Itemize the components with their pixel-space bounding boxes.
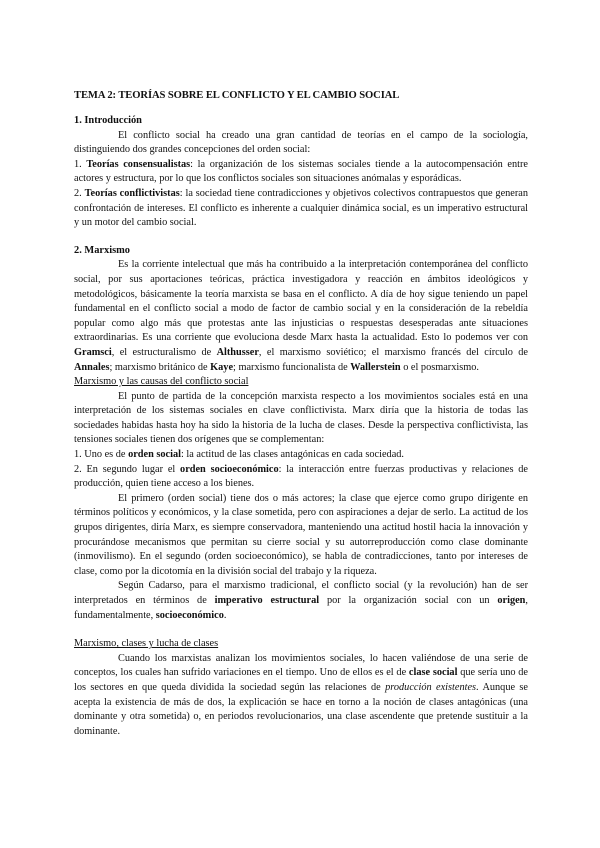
marxismo-paragraph-1: Es la corriente intelectual que más ha contribuido a la interpretación contemporánea del conflicto social, por sus aportaciones teóricas, práctica investigadora y reacción en ámbitos ideológicos y metodológicos, básicamente la teoría marxista se basa en el conflicto. A día de hoy sigue teniendo un papel fundamental en el conflicto social a modo de factor de cambio social y en la consideración de la rebeldía popular como algo más que protestas ante las injusticias o respuestas desesperadas ante situaciones extraordinarias. Es una corriente que evoluciona desde Marx hasta la actualidad. Esto lo podemos ver con Gramsci, el estructuralismo de Althusser, el marxismo soviético; el marxismo francés del círculo de Annales; marxismo británico de Kaye; marxismo funcionalista de Wallerstein o el posmarxismo. [74, 259, 528, 373]
document-title: TEMA 2: TEORÍAS SOBRE EL CONFLICTO Y EL CAMBIO SOCIAL [74, 90, 400, 101]
list-item-conflictivistas: 2. Teorías conflictivistas: la sociedad tiene contradicciones y objetivos colectivos contrapuestos que generan confrontación de intereses. El conflicto es inherente a cualquier dinámica social, es un imperativo estructural y un motor del cambio social. [74, 187, 529, 229]
term-consensualistas: Teorías consensualistas [86, 158, 191, 170]
origin-item-2: 2. En segundo lugar el orden socioeconómico: la interacción entre fuerzas productivas y relaciones de producción, quien tiene acceso a los bienes. [74, 463, 528, 490]
subheading-causas: Marxismo y las causas del conflicto social [74, 376, 249, 388]
marxismo-paragraph-2: El punto de partida de la concepción marxista respecto a los movimientos sociales está en una interpretación de los sistemas sociales en clave conflictivista. Marx diría que la historia de todas las sociedades habidas hasta hoy ha sido la historia de la lucha de clases. Desde la perspectiva conflictivista, las tensiones sociales tienen dos orígenes que se complementan: [74, 390, 528, 446]
term-conflictivistas: Teorías conflictivistas [84, 187, 180, 199]
section-heading-introduccion: 1. Introducción [74, 115, 142, 126]
marxismo-paragraph-4: Según Cadarso, para el marxismo tradicional, el conflicto social (y la revolución) han de ser interpretados en términos de imperativo estructural por la organización social con un origen, fundamentalmente, socioeconómico. [74, 580, 528, 621]
subheading-clases: Marxismo, clases y lucha de clases [74, 638, 219, 650]
origin-item-1: 1. Uno es de orden social: la actitud de las clases antagónicas en cada sociedad. [74, 449, 404, 461]
document-page [74, 90, 528, 739]
marxismo-paragraph-3: El primero (orden social) tiene dos o más actores; la clase que ejerce como grupo dirigente en términos políticos y económicos, y la clase sometida, pero con aspiraciones a dejar de serlo. La actitud de los grupos dirigentes, diría Marx, es siempre conservadora, manteniendo una actitud hostil hacia la innovación y procurándose mecanismos que permitan su cierre social y su autorreproducción como clase dominante (inmovilismo). En el segundo (orden socioeconómico), se habla de contradicciones, tanto por intereses de clase, como por la dicotomía en la división social del trabajo y la riqueza. [74, 492, 528, 577]
list-item-consensualistas: 1. Teorías consensualistas: la organización de los sistemas sociales tiende a la autocompensación entre actores y estructura, por lo que los conflictos sociales son situaciones anómalas y esporádicas. [74, 158, 529, 185]
section-heading-marxismo: 2. Marxismo [74, 244, 130, 256]
intro-paragraph: El conflicto social ha creado una gran cantidad de teorías en el campo de la sociología, distinguiendo dos grandes concepciones del orden social: [74, 129, 528, 156]
marxismo-paragraph-5: Cuando los marxistas analizan los movimientos sociales, lo hacen valiéndose de una serie de conceptos, los cuales han sufrido variaciones en el tiempo. Uno de ellos es el de clase social que sería uno de los sectores en que queda dividida la sociedad según las relaciones de producción existentes. Aunque se acepta la existencia de más de dos, la explicación se hace en torno a la noción de clases antagónicas (una dominante y otra sometida) o, en periodos revolucionarios, una clase ascendente que pretende sustituir a la dominante. [74, 652, 529, 737]
